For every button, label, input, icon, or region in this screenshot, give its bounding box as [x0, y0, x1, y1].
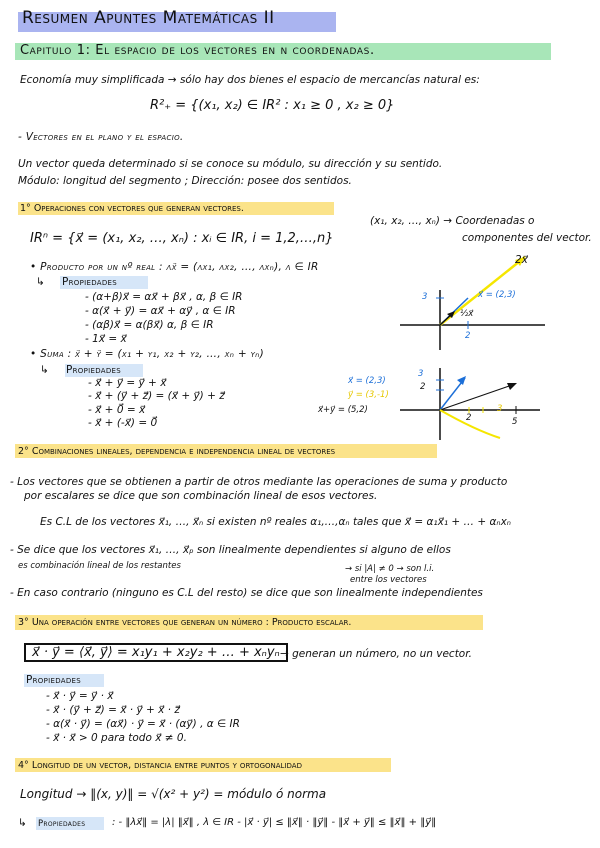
- product-prop: - (αβ)x⃗ = α(βx⃗) α, β ∈ IR: [85, 319, 214, 331]
- tick-y-3: 3: [422, 292, 428, 302]
- ld-line-1: - Se dice que los vectores x⃗₁, …, x⃗ₚ son linealmente dependientes si alguno de ellos: [10, 544, 451, 556]
- coord-note-2: componentes del vector.: [462, 232, 592, 244]
- product-prop: - 1x⃗ = x⃗: [85, 333, 127, 345]
- label-x-vector: x⃗ = (2,3): [478, 290, 516, 300]
- cl-line-1: - Los vectores que se obtienen a partir de otros mediante las operaciones de suma y producto: [10, 476, 508, 488]
- cl-line-2: por escalares se dice que son combinación lineal de esos vectores.: [24, 490, 378, 502]
- tick-x-2: 2: [466, 413, 472, 423]
- sum-prop: - x⃗ + (-x⃗) = 0⃗: [88, 417, 158, 429]
- props-label: Propiedades: [26, 674, 82, 686]
- plane-space-line: - Vectores en el plano y el espacio.: [18, 131, 184, 143]
- scalar-product-line: • Producto por un nº real : λx⃗ = (λx₁, λx₂, …, λxₙ), λ ∈ IR: [30, 261, 319, 273]
- li-line: - En caso contrario (ninguno es C.L del resto) se dice que son linealmente independientes: [10, 587, 483, 599]
- props-label: Propiedades: [66, 364, 122, 376]
- norm-props-line: : - ‖λx⃗‖ = |λ| ‖x⃗‖ , λ ∈ IR - |x⃗ · y⃗| ≤ ‖x⃗‖ · ‖y⃗‖ - ‖x⃗ + y⃗‖ ≤ ‖x⃗‖ + ‖y⃗‖: [112, 817, 437, 828]
- props-arrow: ↳: [36, 276, 45, 288]
- vector-sum: [440, 384, 515, 410]
- dot-product-formula: x⃗ · y⃗ = ⟨x⃗, y⃗⟩ = x₁y₁ + x₂y₂ + … + xₙyₙ: [24, 643, 288, 662]
- determinant-note: → si |A| ≠ 0 → son l.i.: [345, 564, 435, 574]
- label-sum-vector: x⃗+y⃗ = (5,2): [318, 405, 368, 415]
- length-line: Longitud → ‖(x, y)‖ = √(x² + y²) = módulo ó norma: [20, 787, 327, 801]
- coord-note-1: (x₁, x₂, …, xₙ) → Coordenadas o: [370, 215, 535, 227]
- section1-heading: 1° Operaciones con vectores que generan vectores.: [20, 203, 244, 214]
- label-2x: 2x⃗: [515, 254, 528, 266]
- label-y-vector: y⃗ = (3,-1): [348, 390, 389, 400]
- rn-definition: IRⁿ = {x⃗ = (x₁, x₂, …, xₙ) : xᵢ ∈ IR, i = 1,2,…,n}: [30, 231, 334, 246]
- sum-prop: - x⃗ + 0⃗ = x⃗: [88, 404, 146, 416]
- nonneg-orthant-formula: R²₊ = {(x₁, x₂) ∈ IR² : x₁ ≥ 0 , x₂ ≥ 0}: [150, 98, 395, 113]
- determinant-note-2: entre los vectores: [350, 575, 427, 585]
- sum-line: • Suma : x⃗ + y⃗ = (x₁ + y₁, x₂ + y₂, …, xₙ + yₙ): [30, 348, 265, 360]
- tick-y-3: 3: [418, 369, 424, 379]
- props-label: Propiedades: [38, 819, 86, 829]
- label-x-vector: x⃗ = (2,3): [348, 376, 386, 386]
- props-label: Propiedades: [62, 276, 118, 288]
- sum-prop: - x⃗ + (y⃗ + z⃗) = (x⃗ + y⃗) + z⃗: [88, 390, 225, 402]
- tick-x-5: 5: [512, 417, 518, 427]
- dot-prop: - x⃗ · (y⃗ + z⃗) = x⃗ · y⃗ + x⃗ · z⃗: [46, 704, 180, 716]
- dot-prop: - x⃗ · y⃗ = y⃗ · x⃗: [46, 690, 114, 702]
- tick-y-2: 2: [420, 382, 426, 392]
- chapter-title: Capitulo 1: El espacio de los vectores en n coordenadas.: [20, 43, 375, 58]
- module-line: Módulo: longitud del segmento ; Dirección: posee dos sentidos.: [18, 175, 352, 187]
- section3-heading: 3° Una operación entre vectores que generan un número : Producto escalar.: [18, 617, 352, 628]
- cl-line-3: Es C.L de los vectores x⃗₁, …, x⃗ₙ si existen nº reales α₁,…,αₙ tales que x⃗ = α₁x⃗₁ + … + αₙxₙ: [40, 516, 511, 528]
- label-half-x: ½x⃗: [460, 309, 474, 319]
- ld-line-2: es combinación lineal de los restantes: [18, 561, 181, 571]
- product-prop: - α(x⃗ + y⃗) = αx⃗ + αy⃗ , α ∈ IR: [85, 305, 236, 317]
- dot-prop: - x⃗ · x⃗ > 0 para todo x⃗ ≠ 0.: [46, 732, 187, 744]
- sum-prop: - x⃗ + y⃗ = y⃗ + x⃗: [88, 377, 167, 389]
- page-title: Resumen Apuntes Matemáticas II: [22, 8, 275, 28]
- tick-x-3: 3: [497, 404, 503, 414]
- props-arrow: ↳: [40, 364, 49, 376]
- props-arrow: ↳: [18, 817, 27, 829]
- section2-heading: 2° Combinaciones lineales, dependencia e independencia lineal de vectores: [18, 446, 336, 457]
- vector-definition-line: Un vector queda determinado si se conoce su módulo, su dirección y su sentido.: [18, 158, 443, 170]
- economy-line: Economía muy simplificada → sólo hay dos bienes el espacio de mercancías natural es:: [20, 74, 480, 86]
- dot-prop: - α(x⃗ · y⃗) = (αx⃗) · y⃗ = x⃗ · (αy⃗) , α ∈ IR: [46, 718, 240, 730]
- tick-x-2: 2: [465, 331, 471, 341]
- product-prop: - (α+β)x⃗ = αx⃗ + βx⃗ , α, β ∈ IR: [85, 291, 243, 303]
- dot-product-note: → generan un número, no un vector.: [280, 648, 472, 660]
- section4-heading: 4° Longitud de un vector, distancia entre puntos y ortogonalidad: [18, 760, 302, 771]
